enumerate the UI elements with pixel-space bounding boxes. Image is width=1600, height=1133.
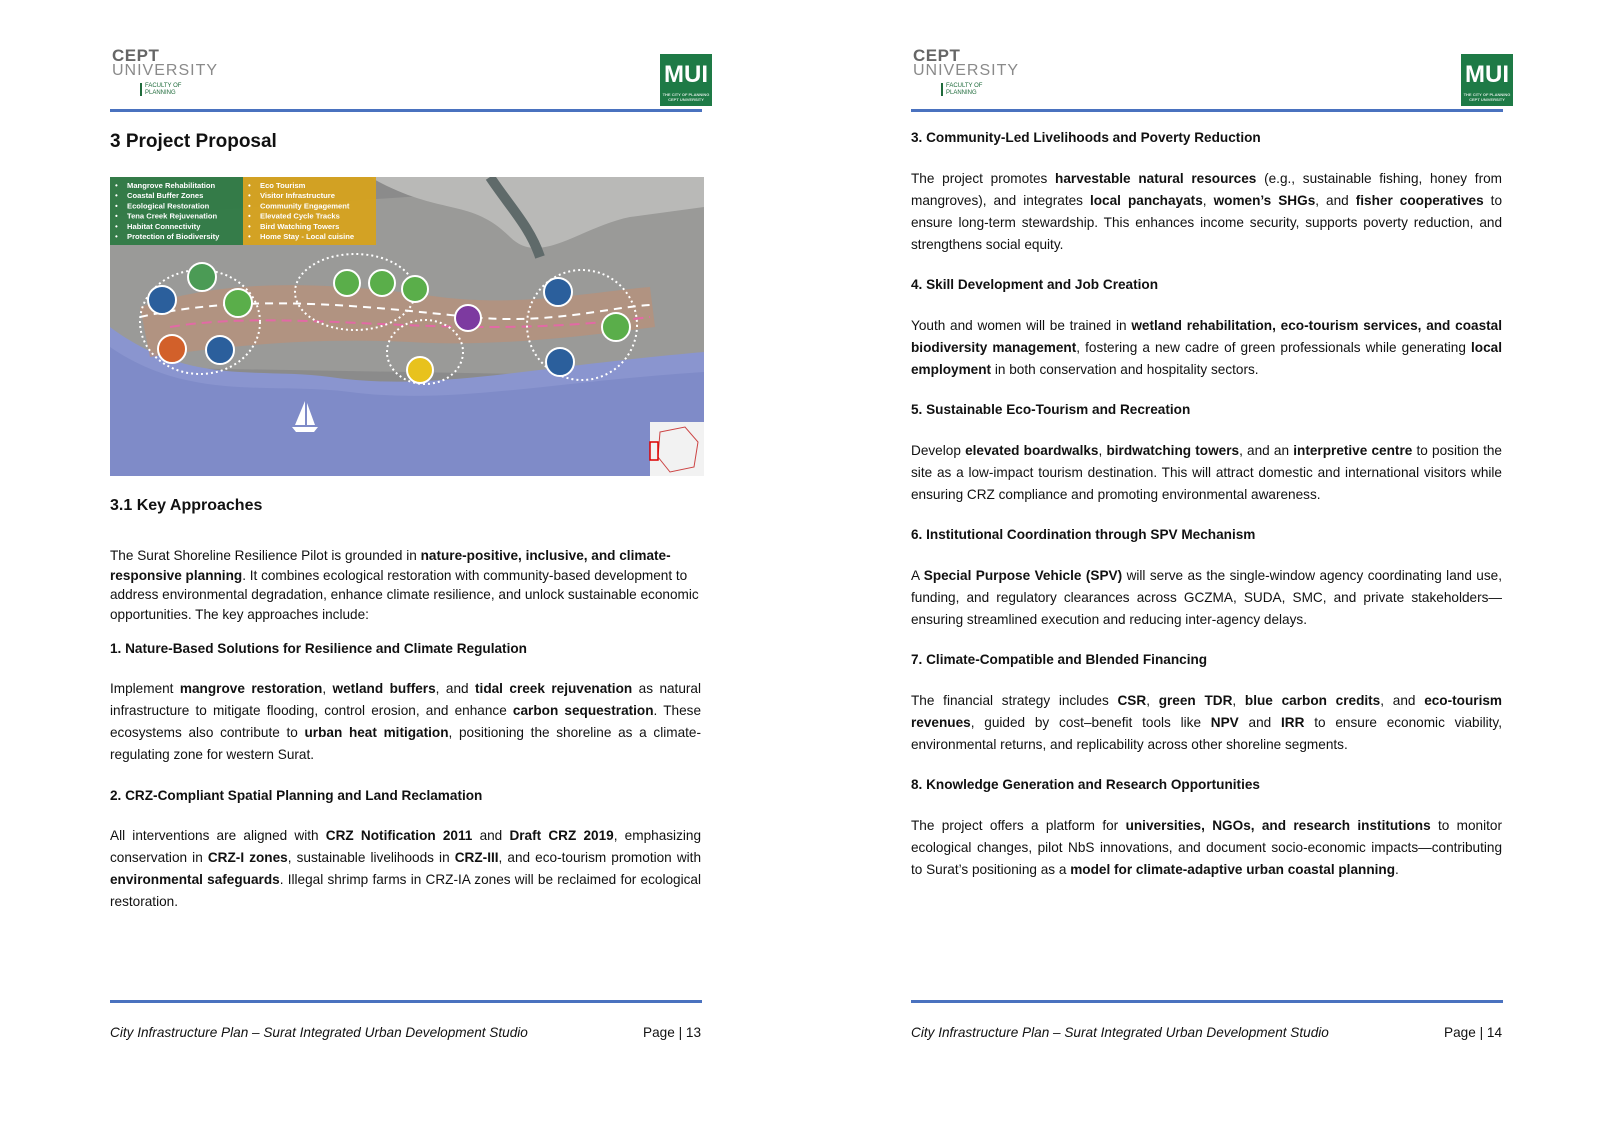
approach-5-paragraph <box>911 440 1502 506</box>
legend-bullet: • <box>248 181 251 190</box>
approach-6-title: 6. Institutional Coordination through SPV Mechanism <box>911 527 1256 542</box>
text-span: Develop <box>911 443 966 458</box>
bold-span: environmental safeguards <box>110 872 280 887</box>
bold-span: harvestable natural resources <box>1055 171 1257 186</box>
text-span: , and <box>1380 693 1425 708</box>
logo-text: CEPT <box>112 46 160 65</box>
bold-span: CRZ Notification 2011 <box>325 828 473 843</box>
bold-span: IRR <box>1281 715 1305 730</box>
logo-text: UNIVERSITY <box>913 62 1020 79</box>
logo-text: UNIVERSITY <box>112 62 219 79</box>
bold-span: elevated boardwalks <box>965 443 1099 458</box>
text-span: , fostering a new cadre of green professionals while generating <box>1076 340 1472 355</box>
approach-8-paragraph <box>911 815 1502 881</box>
bold-span: wetland rehabilitation, eco-tourism services, and coastal biodiversity management <box>911 318 1502 355</box>
bold-span: NPV <box>1210 715 1239 730</box>
bold-span: women’s SHGs <box>1213 193 1316 208</box>
bold-span: interpretive centre <box>1293 443 1413 458</box>
page-footer <box>110 1025 701 1040</box>
bold-span: local panchayats <box>1089 193 1203 208</box>
text-span: in both conservation and hospitality sectors. <box>991 362 1259 377</box>
text-span: (e.g., sustainable fishing, honey from mangroves), and integrates <box>911 171 1502 208</box>
section-heading: 3 Project Proposal <box>110 131 277 152</box>
approach-3-paragraph <box>911 168 1502 256</box>
text-span: , positioning the shoreline as a climate-regulating zone for western Surat. <box>110 725 701 762</box>
cept-university-logo <box>112 46 219 98</box>
text-span: The project offers a platform for <box>911 818 1126 833</box>
approach-1-title: 1. Nature-Based Solutions for Resilience and Climate Regulation <box>110 641 527 656</box>
text-span: , sustainable livelihoods in <box>287 850 455 865</box>
bold-span: Draft CRZ 2019 <box>509 828 614 843</box>
footer-rule <box>911 1000 1503 1003</box>
text-span: and <box>1238 715 1282 730</box>
text-span: The financial strategy includes <box>911 693 1118 708</box>
bold-span: carbon sequestration <box>512 703 654 718</box>
text-span: The project promotes <box>911 171 1056 186</box>
map-figure <box>110 177 704 476</box>
bold-span: local employment <box>911 340 1502 377</box>
page-14 <box>911 0 1511 1133</box>
bold-span: CRZ-III <box>454 850 499 865</box>
bold-span: universities, NGOs, and research institutions <box>1125 818 1431 833</box>
page-footer <box>911 1025 1502 1040</box>
bold-span: green TDR <box>1158 693 1233 708</box>
bold-span: urban heat mitigation <box>304 725 449 740</box>
text-span: and <box>472 828 510 843</box>
bold-span: fisher cooperatives <box>1355 193 1484 208</box>
text-span: Implement <box>110 681 180 696</box>
legend-bullet: • <box>248 232 251 241</box>
mui-logo <box>1461 54 1513 106</box>
legend-item: Protection of Biodiversity <box>127 232 220 241</box>
text-span: , <box>1202 193 1214 208</box>
legend-item: Habitat Connectivity <box>127 221 201 231</box>
text-span: . <box>1395 862 1399 877</box>
text-span: , and <box>435 681 476 696</box>
text-span: A <box>911 568 924 583</box>
text-span: , <box>1098 443 1107 458</box>
project-proposal-map <box>110 177 704 476</box>
legend-item: Tena Creek Rejuvenation <box>127 211 218 221</box>
legend-item: Bird Watching Towers <box>260 221 340 231</box>
logo-text: CEPT <box>913 46 961 65</box>
cept-university-logo <box>913 46 1020 98</box>
page-13 <box>110 0 710 1133</box>
footer-rule <box>110 1000 702 1003</box>
approach-7-paragraph <box>911 690 1502 756</box>
text-span: . These ecosystems also contribute to <box>110 703 702 740</box>
bold-span: tidal creek rejuvenation <box>475 681 633 696</box>
approach-3-title: 3. Community-Led Livelihoods and Poverty Reduction <box>911 130 1261 145</box>
mui-logo-subtext: THE CITY OF PLANNING CEPT UNIVERSITY <box>662 92 710 102</box>
mui-logo-subtext: THE CITY OF PLANNING CEPT UNIVERSITY <box>1463 92 1511 102</box>
approach-2-paragraph <box>110 825 701 913</box>
text-span: . Illegal shrimp farms in CRZ-IA zones will be reclaimed for ecological restoration. <box>110 872 701 909</box>
text-span: to monitor ecological changes, pilot NbS innovations, and document socio-economic impacts—contributing to Surat’s positioning as a <box>911 818 1503 877</box>
legend-item: Visitor Infrastructure <box>260 191 335 201</box>
bold-span: Special Purpose Vehicle (SPV) <box>923 568 1123 583</box>
bold-span: wetland buffers <box>332 681 436 696</box>
approach-4-paragraph <box>911 315 1502 381</box>
text-span: , <box>1146 693 1159 708</box>
bold-span: model for climate-adaptive urban coastal planning <box>1070 862 1396 877</box>
text-span: Youth and women will be trained in <box>911 318 1132 333</box>
footer-title: City Infrastructure Plan – Surat Integrated Urban Development Studio <box>110 1025 528 1040</box>
approach-4-title: 4. Skill Development and Job Creation <box>911 277 1159 292</box>
text-span: , and an <box>1239 443 1294 458</box>
legend-item: Mangrove Rehabilitation <box>127 181 216 190</box>
bold-span: mangrove restoration <box>179 681 323 696</box>
text-span: All interventions are aligned with <box>110 828 326 843</box>
text-span: , <box>1232 693 1245 708</box>
logo-subtext: FACULTY OF PLANNING <box>941 83 1013 96</box>
mui-logo-text: MUI <box>664 61 708 88</box>
footer-title: City Infrastructure Plan – Surat Integrated Urban Development Studio <box>911 1025 1329 1040</box>
bold-span: birdwatching towers <box>1106 443 1240 458</box>
page-number: Page | 13 <box>643 1025 701 1040</box>
text-span: , and <box>1315 193 1356 208</box>
legend-bullet: • <box>248 201 251 211</box>
page-number: Page | 14 <box>1444 1025 1502 1040</box>
legend-bullet: • <box>115 201 118 211</box>
legend-bullet: • <box>115 232 118 241</box>
approach-6-paragraph <box>911 565 1502 631</box>
approach-7-title: 7. Climate-Compatible and Blended Financing <box>911 652 1208 667</box>
legend-item: Home Stay - Local cuisine <box>260 232 355 241</box>
legend-bullet: • <box>248 191 251 201</box>
header-rule <box>110 109 702 112</box>
text-span: will serve as the single-window agency coordinating land use, funding, and regulatory clearances across GCZMA, SUDA, SMC, and private stakeholders—ensuring streamlined execution and reducing inter-agency delays. <box>911 568 1503 627</box>
legend-bullet: • <box>115 181 118 190</box>
legend-item: Elevated Cycle Tracks <box>260 211 340 221</box>
text-span: to ensure economic viability, environmental returns, and replicability across other shoreline segments. <box>911 715 1502 752</box>
bold-span: eco-tourism revenues <box>911 693 1502 730</box>
legend-bullet: • <box>115 221 118 231</box>
bold-span: blue carbon credits <box>1244 693 1381 708</box>
subsection-heading: 3.1 Key Approaches <box>110 497 263 514</box>
bold-span: CRZ-I zones <box>207 850 288 865</box>
legend-item: Ecological Restoration <box>127 201 210 211</box>
text-span: The Surat Shoreline Resilience Pilot is grounded in <box>110 548 421 563</box>
bold-span: CSR <box>1117 693 1147 708</box>
text-span: as natural infrastructure to mitigate flooding, control erosion, and enhance <box>110 681 702 718</box>
legend-bullet: • <box>248 221 251 231</box>
text-span: . It combines ecological restoration with community-based development to address environmental degradation, enhance climate resilience, and unlock sustainable economic opportunities. The key approaches include: <box>110 567 699 622</box>
approach-2-title: 2. CRZ-Compliant Spatial Planning and Land Reclamation <box>110 788 483 803</box>
mui-logo-text: MUI <box>1465 61 1509 88</box>
intro-paragraph <box>110 546 701 624</box>
header-rule <box>911 109 1503 112</box>
legend-item: Eco Tourism <box>260 181 306 190</box>
legend-item: Community Engagement <box>260 201 350 211</box>
bold-span: nature-positive, inclusive, and climate-responsive planning <box>110 548 671 583</box>
legend-bullet: • <box>248 211 251 221</box>
legend-item: Coastal Buffer Zones <box>127 191 204 201</box>
approach-8-title: 8. Knowledge Generation and Research Opportunities <box>911 777 1260 792</box>
legend-bullet: • <box>115 211 118 221</box>
text-span: , guided by cost–benefit tools like <box>970 715 1211 730</box>
approach-5-title: 5. Sustainable Eco-Tourism and Recreation <box>911 402 1191 417</box>
text-span: , <box>322 681 333 696</box>
legend-bullet: • <box>115 191 118 201</box>
logo-subtext: FACULTY OF PLANNING <box>140 83 212 96</box>
text-span: to position the site as a low-impact tourism destination. This will attract domestic and international visitors while ensuring CRZ compliance and promoting environmental awareness. <box>911 443 1502 502</box>
text-span: to ensure long-term stewardship. This enhances income security, supports poverty reduction, and strengthens social equity. <box>911 193 1503 252</box>
approach-1-paragraph <box>110 678 701 766</box>
text-span: , emphasizing conservation in <box>110 828 702 865</box>
text-span: , and eco-tourism promotion with <box>498 850 702 865</box>
mui-logo <box>660 54 712 106</box>
